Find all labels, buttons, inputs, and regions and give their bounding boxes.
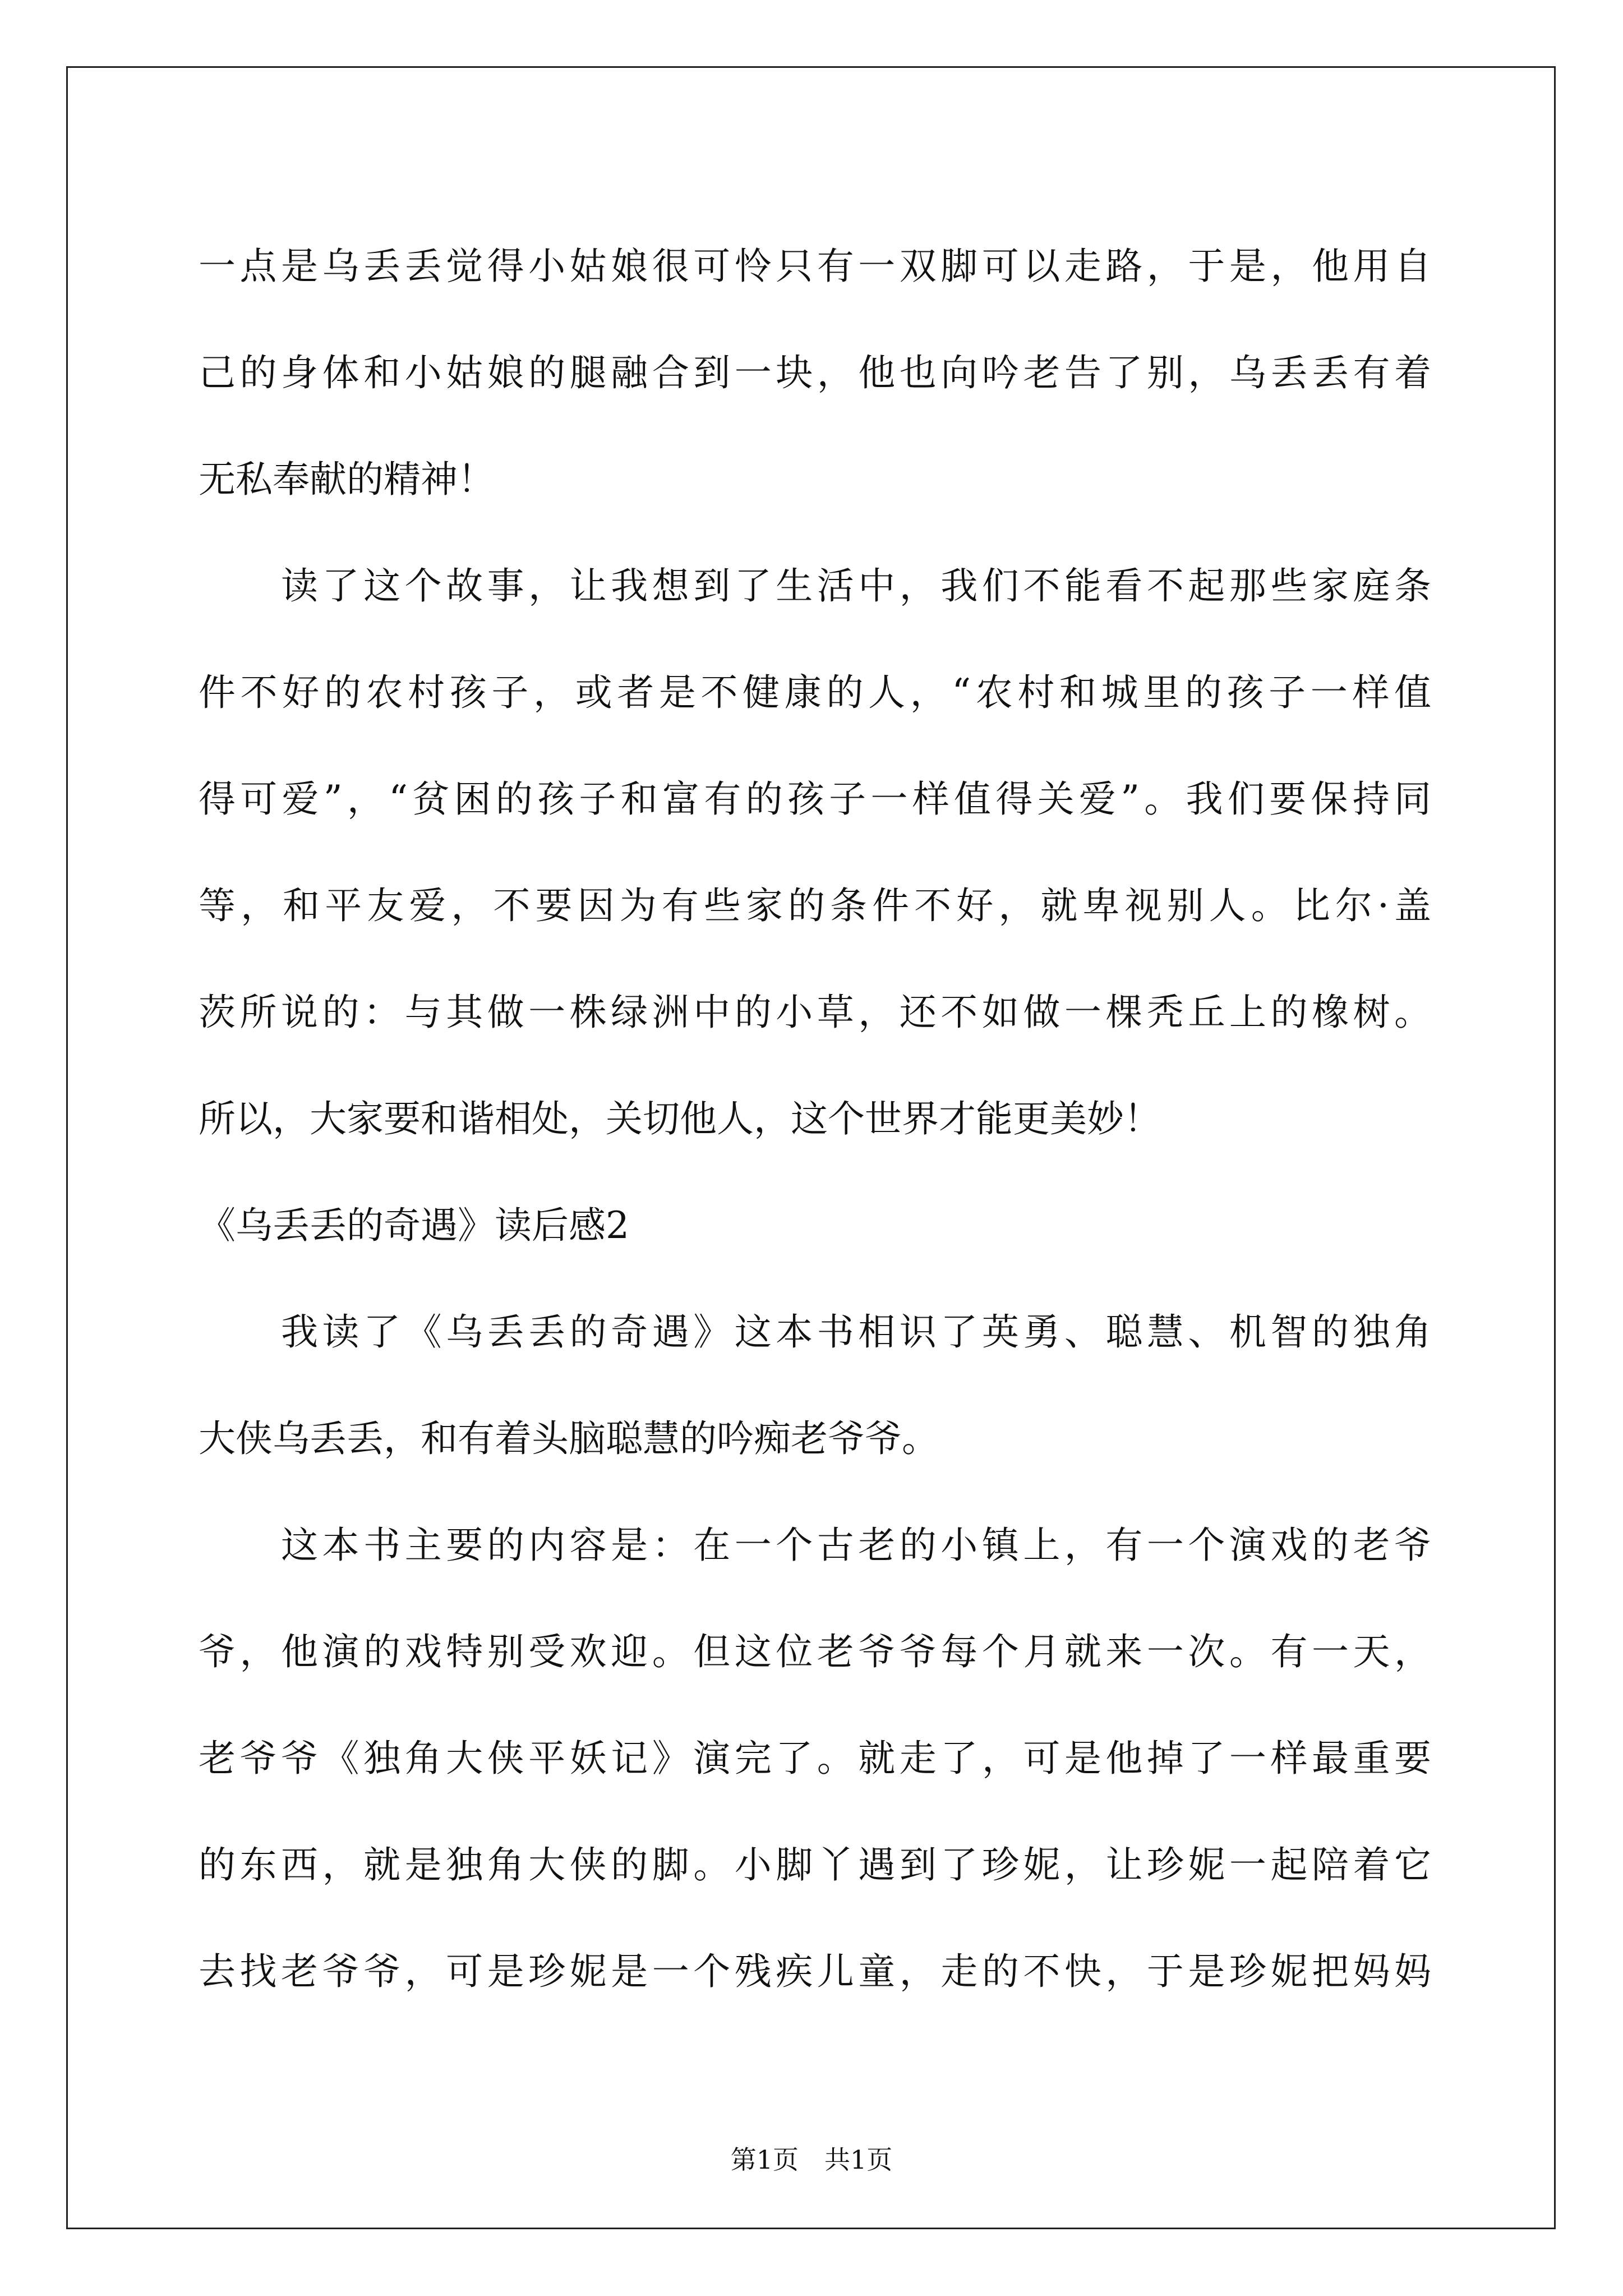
text-line: 一点是乌丢丢觉得小姑娘很可怜只有一双脚可以走路，于是，他用自 — [199, 245, 1431, 288]
text-line: 我读了《乌丢丢的奇遇》这本书相识了英勇、聪慧、机智的独角 — [199, 1310, 1431, 1354]
text-line: 去找老爷爷，可是珍妮是一个残疾儿童，走的不快，于是珍妮把妈妈 — [199, 1950, 1431, 1993]
page-footer: 第1页 共1页 — [730, 2145, 893, 2175]
text-line: 老爷爷《独角大侠平妖记》演完了。就走了，可是他掉了一样最重要 — [199, 1737, 1431, 1780]
text-line: 件不好的农村孩子，或者是不健康的人，“农村和城里的孩子一样值 — [199, 671, 1431, 714]
text-line: 的东西，就是独角大侠的脚。小脚丫遇到了珍妮，让珍妮一起陪着它 — [199, 1843, 1431, 1887]
document-body — [199, 213, 1431, 2025]
text-line: 读了这个故事，让我想到了生活中，我们不能看不起那些家庭条 — [199, 564, 1431, 608]
text-line: 等，和平友爱，不要因为有些家的条件不好，就卑视别人。比尔·盖 — [199, 884, 1431, 927]
text-line: 得可爱”，“贫困的孩子和富有的孩子一样值得关爱”。我们要保持同 — [199, 777, 1431, 821]
text-line: 茨所说的：与其做一株绿洲中的小草，还不如做一棵秃丘上的橡树。 — [199, 991, 1431, 1034]
text-line: 己的身体和小姑娘的腿融合到一块，他也向吟老告了别，乌丢丢有着 — [199, 351, 1431, 394]
text-line: 大侠乌丢丢，和有着头脑聪慧的吟痴老爷爷。 — [199, 1417, 939, 1460]
section-heading: 《乌丢丢的奇遇》读后感2 — [199, 1204, 629, 1247]
text-line: 这本书主要的内容是：在一个古老的小镇上，有一个演戏的老爷 — [199, 1524, 1431, 1567]
text-line: 爷，他演的戏特别受欢迎。但这位老爷爷每个月就来一次。有一天， — [199, 1630, 1431, 1673]
text-line: 无私奉献的精神！ — [199, 458, 495, 501]
text-line: 所以，大家要和谐相处，关切他人，这个世界才能更美妙！ — [199, 1097, 1161, 1140]
